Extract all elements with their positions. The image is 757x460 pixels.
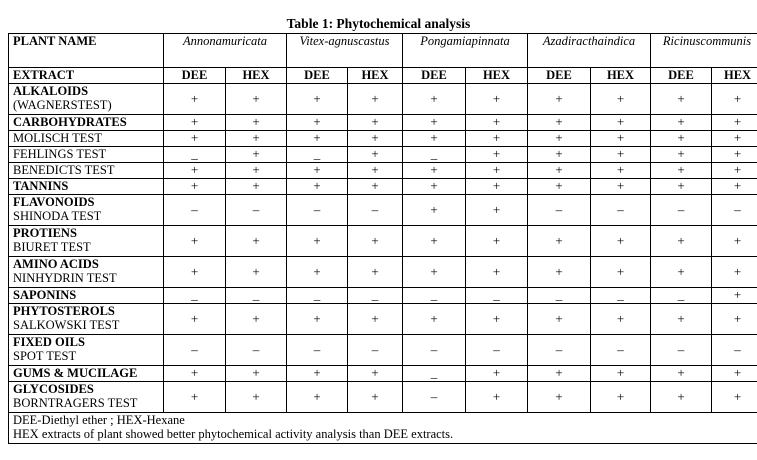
result-cell: – — [651, 195, 712, 226]
extract-dee: DEE — [164, 68, 226, 84]
result-cell: + — [651, 179, 712, 195]
result-cell: _ — [651, 288, 712, 304]
notes-row — [9, 413, 757, 444]
result-cell: _ — [591, 288, 651, 304]
table-row — [9, 115, 757, 131]
table-row — [9, 335, 757, 366]
result-cell: + — [528, 163, 591, 179]
result-cell: – — [528, 195, 591, 226]
plant-vitex-agnuscastus: Vitex-agnuscastus — [287, 34, 403, 68]
result-cell: + — [591, 163, 651, 179]
extract-hex: HEX — [348, 68, 403, 84]
result-cell: + — [591, 382, 651, 413]
result-cell: + — [287, 366, 348, 382]
extract-dee: DEE — [403, 68, 466, 84]
result-cell: _ — [403, 288, 466, 304]
result-cell: – — [591, 195, 651, 226]
result-cell: + — [591, 131, 651, 147]
result-cell: + — [591, 226, 651, 257]
plant-azadiracthaindica: Azadiracthaindica — [528, 34, 651, 68]
result-cell: + — [466, 115, 528, 131]
result-cell: + — [591, 84, 651, 115]
result-cell: + — [287, 115, 348, 131]
result-cell: + — [164, 304, 226, 335]
result-cell: – — [287, 195, 348, 226]
extract-header: EXTRACT — [9, 68, 164, 84]
result-cell: + — [226, 84, 287, 115]
result-cell: _ — [403, 366, 466, 382]
result-cell: + — [403, 163, 466, 179]
result-cell: + — [466, 226, 528, 257]
result-cell: + — [466, 179, 528, 195]
test-subname: (WAGNERSTEST) — [13, 98, 112, 112]
result-cell: + — [348, 147, 403, 163]
table-row — [9, 226, 757, 257]
table-row — [9, 195, 757, 226]
result-cell: + — [651, 84, 712, 115]
test-name-cell — [9, 179, 164, 195]
test-name: AMINO ACIDS — [13, 257, 99, 271]
test-name-cell — [9, 288, 164, 304]
result-cell: + — [164, 131, 226, 147]
result-cell: + — [348, 366, 403, 382]
result-cell: + — [528, 304, 591, 335]
result-cell: + — [591, 304, 651, 335]
result-cell: + — [403, 226, 466, 257]
result-cell: + — [348, 179, 403, 195]
extract-dee: DEE — [528, 68, 591, 84]
result-cell: + — [348, 257, 403, 288]
result-cell: + — [651, 304, 712, 335]
result-cell: + — [651, 257, 712, 288]
test-name: CARBOHYDRATES — [13, 115, 127, 129]
extract-hex: HEX — [466, 68, 528, 84]
result-cell: + — [164, 84, 226, 115]
result-cell: + — [287, 84, 348, 115]
extract-dee: DEE — [651, 68, 712, 84]
result-cell: + — [287, 304, 348, 335]
result-cell: + — [466, 366, 528, 382]
result-cell: + — [591, 366, 651, 382]
result-cell: _ — [164, 147, 226, 163]
test-name: FLAVONOIDS — [13, 195, 95, 209]
table-row — [9, 288, 757, 304]
test-subname: SHINODA TEST — [13, 209, 102, 223]
test-subname: BIURET TEST — [13, 240, 91, 254]
result-cell: – — [403, 335, 466, 366]
result-cell: + — [591, 147, 651, 163]
result-cell: + — [528, 179, 591, 195]
result-cell: _ — [287, 147, 348, 163]
result-cell: + — [164, 257, 226, 288]
extract-hex: HEX — [591, 68, 651, 84]
table-row — [9, 257, 757, 288]
result-cell: + — [403, 131, 466, 147]
result-cell: + — [226, 147, 287, 163]
result-cell: + — [528, 115, 591, 131]
table-row — [9, 304, 757, 335]
extract-row — [9, 68, 757, 84]
result-cell: + — [651, 163, 712, 179]
test-name: FIXED OILS — [13, 335, 85, 349]
test-name-cell — [9, 226, 164, 257]
test-name-cell — [9, 195, 164, 226]
result-cell: + — [651, 382, 712, 413]
notes-cell — [9, 413, 757, 444]
result-cell: + — [348, 115, 403, 131]
extract-dee: DEE — [287, 68, 348, 84]
result-cell: + — [651, 115, 712, 131]
result-cell: – — [528, 335, 591, 366]
result-cell: + — [226, 257, 287, 288]
result-cell: + — [712, 84, 757, 115]
result-cell: + — [164, 382, 226, 413]
table-title: Table 1: Phytochemical analysis — [286, 16, 471, 31]
result-cell: + — [651, 366, 712, 382]
test-name-cell — [9, 84, 164, 115]
result-cell: + — [466, 257, 528, 288]
result-cell: + — [164, 179, 226, 195]
result-cell: + — [466, 195, 528, 226]
table-row — [9, 147, 757, 163]
table-row — [9, 366, 757, 382]
result-cell: + — [164, 226, 226, 257]
result-cell: + — [287, 179, 348, 195]
result-cell: + — [287, 131, 348, 147]
extract-hex: HEX — [226, 68, 287, 84]
table-row — [9, 163, 757, 179]
result-cell: + — [712, 163, 757, 179]
plant-annonamuricata: Annonamuricata — [164, 34, 287, 68]
result-cell: + — [466, 131, 528, 147]
test-name-cell — [9, 304, 164, 335]
result-cell: + — [164, 115, 226, 131]
test-name: BENEDICTS TEST — [13, 163, 115, 177]
test-subname: NINHYDRIN TEST — [13, 271, 117, 285]
result-cell: + — [226, 115, 287, 131]
test-name: PHYTOSTEROLS — [13, 304, 115, 318]
result-cell: + — [403, 84, 466, 115]
result-cell: + — [651, 147, 712, 163]
result-cell: – — [712, 195, 757, 226]
result-cell: + — [164, 163, 226, 179]
test-name: GUMS & MUCILAGE — [13, 366, 138, 380]
result-cell: + — [348, 382, 403, 413]
table-row — [9, 179, 757, 195]
test-name-cell — [9, 163, 164, 179]
plant-ricinuscommunis: Ricinuscommunis — [651, 34, 757, 68]
result-cell: + — [528, 131, 591, 147]
test-subname: SALKOWSKI TEST — [13, 318, 120, 332]
result-cell: + — [712, 226, 757, 257]
result-cell: + — [403, 304, 466, 335]
result-cell: + — [287, 382, 348, 413]
result-cell: + — [348, 131, 403, 147]
result-cell: – — [348, 335, 403, 366]
result-cell: – — [651, 335, 712, 366]
test-name: TANNINS — [13, 179, 69, 193]
result-cell: + — [164, 366, 226, 382]
result-cell: + — [712, 115, 757, 131]
result-cell: + — [712, 382, 757, 413]
result-cell: + — [403, 115, 466, 131]
result-cell: + — [651, 131, 712, 147]
result-cell: + — [528, 257, 591, 288]
result-cell: – — [226, 335, 287, 366]
result-cell: – — [226, 195, 287, 226]
result-cell: + — [591, 179, 651, 195]
result-cell: + — [403, 179, 466, 195]
result-cell: _ — [348, 288, 403, 304]
result-cell: + — [226, 179, 287, 195]
extract-hex: HEX — [712, 68, 757, 84]
result-cell: + — [712, 257, 757, 288]
result-cell: + — [591, 115, 651, 131]
test-subname: SPOT TEST — [13, 349, 77, 363]
result-cell: _ — [528, 288, 591, 304]
test-name: GLYCOSIDES — [13, 382, 94, 396]
test-name: SAPONINS — [13, 288, 77, 302]
result-cell: + — [712, 288, 757, 304]
test-name-cell — [9, 366, 164, 382]
test-subname: BORNTRAGERS TEST — [13, 396, 138, 410]
result-cell: _ — [287, 288, 348, 304]
result-cell: – — [164, 335, 226, 366]
result-cell: + — [591, 257, 651, 288]
test-name: PROTIENS — [13, 226, 77, 240]
result-cell: + — [466, 147, 528, 163]
test-name-cell — [9, 131, 164, 147]
plant-pongamiapinnata: Pongamiapinnata — [403, 34, 528, 68]
phytochemical-table — [8, 33, 757, 444]
result-cell: _ — [466, 288, 528, 304]
result-cell: + — [528, 147, 591, 163]
result-cell: – — [712, 335, 757, 366]
result-cell: _ — [226, 288, 287, 304]
result-cell: + — [528, 226, 591, 257]
abbreviation-note: DEE-Diethyl ether ; HEX-Hexane — [13, 413, 185, 427]
result-cell: + — [348, 226, 403, 257]
result-cell: + — [226, 131, 287, 147]
result-cell: + — [226, 304, 287, 335]
result-cell: + — [466, 304, 528, 335]
result-cell: + — [466, 84, 528, 115]
result-cell: – — [348, 195, 403, 226]
table-row — [9, 84, 757, 115]
test-name: MOLISCH TEST — [13, 131, 103, 145]
result-cell: + — [528, 84, 591, 115]
result-cell: + — [287, 226, 348, 257]
result-cell: + — [712, 304, 757, 335]
result-cell: – — [403, 382, 466, 413]
plant-name-row — [9, 34, 757, 68]
result-cell: + — [348, 163, 403, 179]
result-cell: + — [466, 163, 528, 179]
result-cell: + — [712, 366, 757, 382]
result-cell: + — [712, 147, 757, 163]
test-name: FEHLINGS TEST — [13, 147, 107, 161]
result-cell: + — [651, 226, 712, 257]
result-cell: + — [528, 366, 591, 382]
conclusion-note: HEX extracts of plant showed better phytochemical activity analysis than DEE extracts. — [13, 427, 454, 441]
plant-name-header: PLANT NAME — [9, 34, 164, 68]
result-cell: + — [403, 195, 466, 226]
result-cell: + — [712, 131, 757, 147]
result-cell: + — [712, 179, 757, 195]
test-name: ALKALOIDS — [13, 84, 89, 98]
result-cell: + — [226, 163, 287, 179]
test-name-cell — [9, 335, 164, 366]
result-cell: + — [226, 366, 287, 382]
result-cell: + — [348, 84, 403, 115]
table-row — [9, 382, 757, 413]
result-cell: + — [287, 163, 348, 179]
result-cell: + — [226, 226, 287, 257]
result-cell: _ — [164, 288, 226, 304]
test-name-cell — [9, 115, 164, 131]
test-name-cell — [9, 147, 164, 163]
result-cell: + — [226, 382, 287, 413]
table-row — [9, 131, 757, 147]
test-name-cell — [9, 257, 164, 288]
result-cell: + — [348, 304, 403, 335]
result-cell: + — [466, 382, 528, 413]
result-cell: – — [164, 195, 226, 226]
result-cell: – — [591, 335, 651, 366]
result-cell: + — [287, 257, 348, 288]
test-name-cell — [9, 382, 164, 413]
result-cell: + — [528, 382, 591, 413]
result-cell: – — [466, 335, 528, 366]
result-cell: _ — [403, 147, 466, 163]
result-cell: + — [403, 257, 466, 288]
result-cell: – — [287, 335, 348, 366]
